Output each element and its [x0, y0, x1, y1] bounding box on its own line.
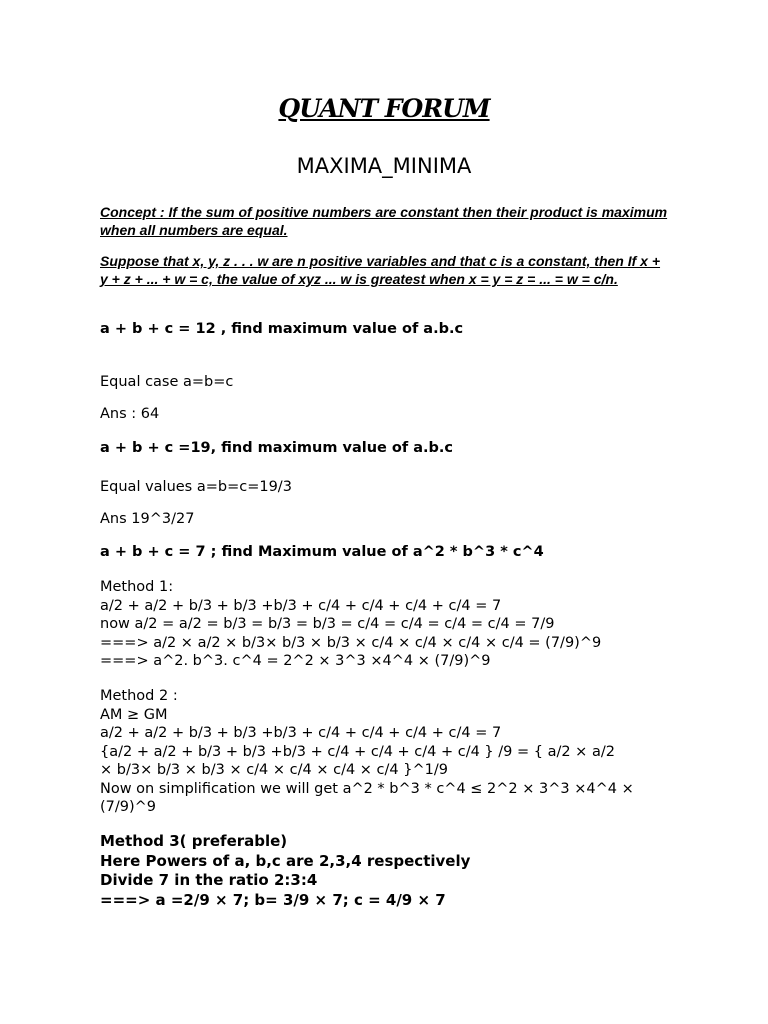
problem-2-note: Equal values a=b=c=19/3 [100, 479, 292, 495]
method-3-line: Divide 7 in the ratio 2:3:4 [100, 871, 318, 889]
concept-generalization: Suppose that x, y, z . . . w are n positive variables and that c is a constant, then If x + y + z + ... + w = c, the value of xyz ... w is greatest when x = y = z = ... = w = c/n. [100, 253, 661, 287]
method-2-line: AM ≥ GM [100, 706, 168, 723]
method-1-line: ===> a^2. b^3. c^4 = 2^2 × 3^3 ×4^4 × (7/9)^9 [100, 653, 491, 669]
method-2-line: × b/3× b/3 × b/3 × c/4 × c/4 × c/4 × c/4 }^1/9 [100, 762, 448, 778]
problem-2-question: a + b + c =19, find maximum value of a.b.c [100, 440, 453, 456]
method-1-line: a/2 + a/2 + b/3 + b/3 +b/3 + c/4 + c/4 + c/4 + c/4 = 7 [100, 597, 502, 614]
method-2-line: a/2 + a/2 + b/3 + b/3 +b/3 + c/4 + c/4 + c/4 + c/4 = 7 [100, 725, 502, 741]
method-1-block [100, 578, 700, 671]
method-3-block [100, 832, 700, 910]
problem-1-answer: Ans : 64 [100, 406, 160, 422]
method-1-line: Method 1: [100, 579, 174, 595]
method-3-line: ===> a =2/9 × 7; b= 3/9 × 7; c = 4/9 × 7 [100, 890, 446, 909]
method-2-line: (7/9)^9 [100, 799, 157, 815]
method-3-line: Here Powers of a, b,c are 2,3,4 respectively [100, 851, 471, 870]
concept-statement: Concept : If the sum of positive numbers are constant then their product is maximum when all numbers are equal. [100, 204, 668, 238]
problem-3-question: a + b + c = 7 ; find Maximum value of a^2 * b^3 * c^4 [100, 544, 544, 560]
page-subtitle: MAXIMA_MINIMA [296, 154, 472, 178]
method-1-line: now a/2 = a/2 = b/3 = b/3 = b/3 = c/4 = c/4 = c/4 = c/4 = 7/9 [100, 616, 555, 632]
method-2-line: {a/2 + a/2 + b/3 + b/3 +b/3 + c/4 + c/4 + c/4 + c/4 } /9 = { a/2 × a/2 [100, 743, 615, 760]
page-title: QUANT FORUM [278, 94, 490, 123]
method-1-line: ===> a/2 × a/2 × b/3× b/3 × b/3 × c/4 × c/4 × c/4 × c/4 = (7/9)^9 [100, 634, 602, 651]
problem-1-question: a + b + c = 12 , find maximum value of a.b.c [100, 321, 464, 337]
problem-2-answer: Ans 19^3/27 [100, 511, 195, 527]
method-2-line: Now on simplification we will get a^2 * b^3 * c^4 ≤ 2^2 × 3^3 ×4^4 × [100, 780, 634, 797]
method-3-line: Method 3( preferable) [100, 832, 288, 850]
problem-1-note: Equal case a=b=c [100, 374, 234, 390]
method-2-block [100, 687, 700, 817]
method-2-line: Method 2 : [100, 688, 178, 704]
